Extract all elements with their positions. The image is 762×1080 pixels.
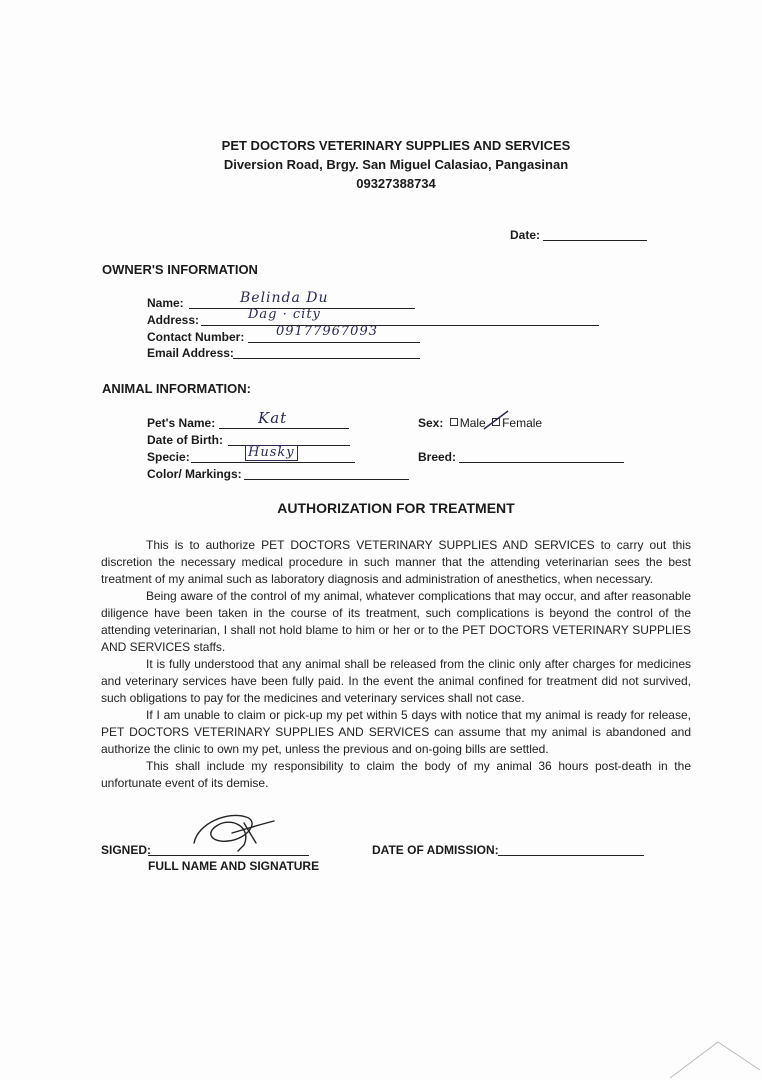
signed-label: SIGNED: bbox=[101, 843, 152, 857]
contact-number-value: 09177967093 bbox=[276, 324, 378, 339]
business-address: Diversion Road, Brgy. San Miguel Calasiao, Pangasinan bbox=[223, 157, 569, 172]
date-field[interactable] bbox=[543, 240, 647, 241]
breed-field[interactable] bbox=[459, 462, 624, 463]
date-of-admission-field[interactable] bbox=[498, 855, 644, 856]
dob-label: Date of Birth: bbox=[147, 433, 223, 447]
pet-name-field[interactable] bbox=[219, 428, 349, 429]
date-of-admission-label: DATE OF ADMISSION: bbox=[372, 843, 499, 857]
sex-row bbox=[418, 416, 542, 430]
specie-value: Husky bbox=[245, 445, 298, 461]
signature-field[interactable] bbox=[148, 855, 309, 856]
male-checkbox[interactable] bbox=[450, 418, 458, 426]
authorization-paragraph: It is fully understood that any animal shall be released from the clinic only after charges for medicines and veterinary services have been fully paid. In the event the animal confined for treatment did not survived, such obligations to pay for the medicines and veterinary services shall not case. bbox=[101, 657, 691, 705]
female-label: Female bbox=[502, 416, 543, 430]
contact-number-field[interactable] bbox=[248, 342, 420, 343]
color-markings-field[interactable] bbox=[244, 479, 409, 480]
email-label: Email Address: bbox=[147, 346, 234, 360]
contact-number-label: Contact Number: bbox=[147, 330, 245, 344]
owner-section-title: OWNER'S INFORMATION bbox=[102, 262, 258, 277]
specie-label: Specie: bbox=[147, 450, 190, 464]
owner-address-value: Dag · city bbox=[248, 307, 321, 322]
owner-name-value: Belinda Du bbox=[240, 290, 329, 306]
signature-scribble-icon bbox=[188, 803, 278, 855]
authorization-paragraph: Being aware of the control of my animal, whatever complications that may occur, and after reasonable diligence have been taken in the course of its treatment, such complications is beyond the control of the attending veterinarian, I shall not hold blame to him or her or to the PET DOCTORS VETERINARY SUPPLIES AND SERVICES staffs. bbox=[101, 589, 691, 654]
animal-section-title: ANIMAL INFORMATION: bbox=[102, 381, 251, 396]
authorization-paragraph: This is to authorize PET DOCTORS VETERINARY SUPPLIES AND SERVICES to carry out this discretion the necessary medical procedure in such manner that the attending veterinarian sees the best treatment of my animal such as laboratory diagnosis and administration of anesthetics, when necessary. bbox=[101, 538, 691, 586]
sex-label: Sex: bbox=[418, 416, 444, 430]
business-name: PET DOCTORS VETERINARY SUPPLIES AND SERVICES bbox=[221, 138, 571, 153]
pet-name-value: Kat bbox=[258, 409, 288, 427]
owner-address-label: Address: bbox=[147, 313, 200, 327]
full-name-signature-label: FULL NAME AND SIGNATURE bbox=[148, 859, 320, 873]
color-markings-label: Color/ Markings: bbox=[147, 467, 242, 481]
authorization-paragraph: This shall include my responsibility to claim the body of my animal 36 hours post-death in the unfortunate event of its demise. bbox=[101, 759, 691, 790]
male-label: Male bbox=[459, 416, 486, 430]
owner-name-label: Name: bbox=[147, 296, 184, 310]
specie-field[interactable] bbox=[191, 462, 355, 463]
pet-name-label: Pet's Name: bbox=[147, 416, 216, 430]
breed-label: Breed: bbox=[418, 450, 457, 464]
authorization-title: AUTHORIZATION FOR TREATMENT bbox=[277, 500, 515, 516]
page-curl-icon bbox=[660, 1030, 762, 1080]
date-label: Date: bbox=[510, 228, 541, 242]
business-phone: 09327388734 bbox=[356, 176, 436, 191]
email-field[interactable] bbox=[233, 358, 420, 359]
authorization-body bbox=[101, 537, 691, 792]
authorization-paragraph: If I am unable to claim or pick-up my pet within 5 days with notice that my animal is ready for release, PET DOCTORS VETERINARY SUPPLIES AND SERVICES can assume that my animal is abandoned and authorize the clinic to own my pet, unless the previous and on-going bills are settled. bbox=[101, 708, 691, 756]
owner-address-field[interactable] bbox=[201, 325, 599, 326]
female-check-mark-icon bbox=[482, 409, 510, 431]
